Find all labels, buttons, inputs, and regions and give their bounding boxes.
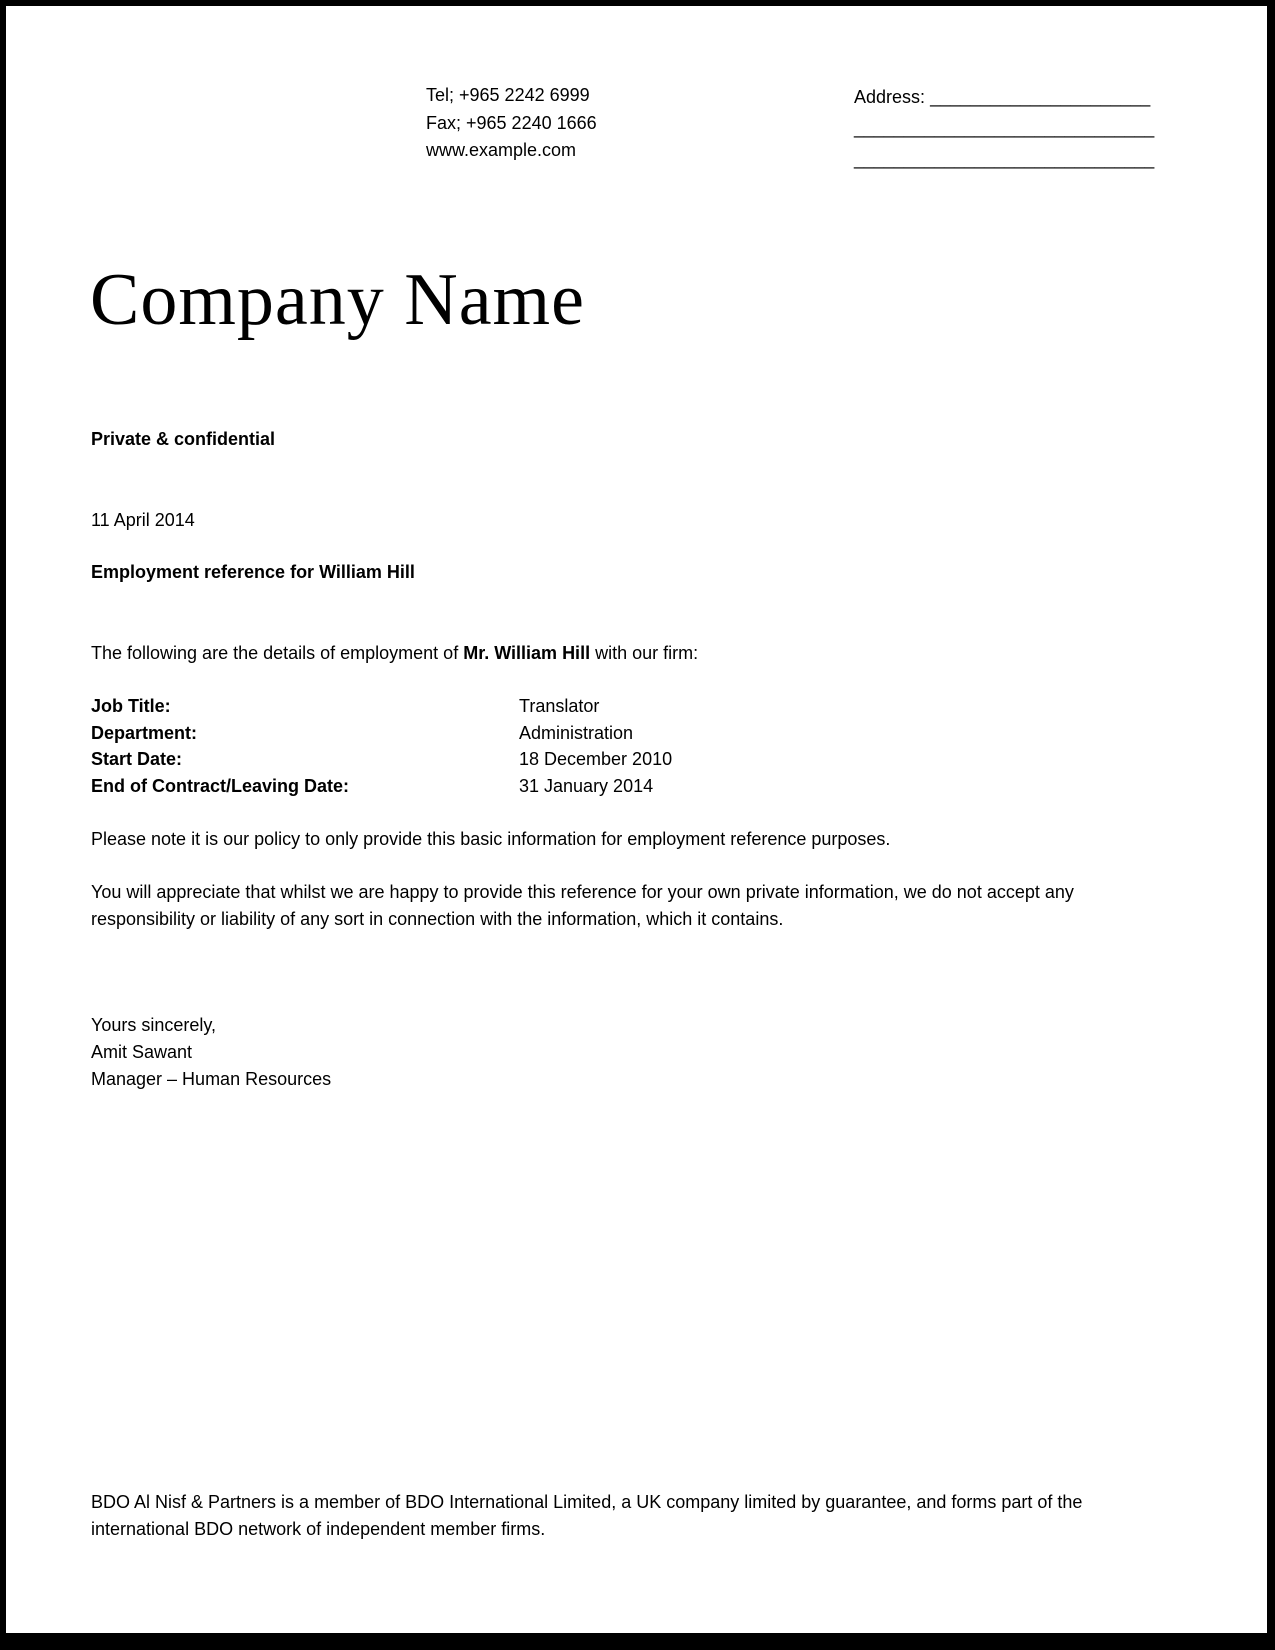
detail-label: Department: bbox=[91, 722, 198, 743]
address-label-line bbox=[854, 82, 1154, 113]
disclaimer-paragraph: You will appreciate that whilst we are happy to provide this reference for your own private information, we do not accept any responsibility or liability of any sort in connection with the information, which it contains. bbox=[91, 882, 1074, 929]
website-line: www.example.com bbox=[426, 140, 577, 160]
detail-label: End of Contract/Leaving Date: bbox=[91, 776, 350, 797]
policy-note: Please note it is our policy to only provide this basic information for employment reference purposes. bbox=[91, 829, 891, 849]
detail-row-start-date bbox=[91, 746, 672, 773]
confidentiality-notice: Private & confidential bbox=[91, 429, 276, 449]
address-block bbox=[854, 82, 1154, 175]
address-blank-line-2: ______________________________ bbox=[854, 118, 1155, 138]
signatory-title: Manager – Human Resources bbox=[91, 1069, 332, 1089]
letter-date: 11 April 2014 bbox=[91, 510, 195, 530]
intro-before-name: The following are the details of employment of bbox=[91, 643, 464, 663]
detail-row-job-title bbox=[91, 693, 672, 720]
tel-line: Tel; +965 2242 6999 bbox=[426, 85, 590, 105]
address-blank-line-3: ______________________________ bbox=[854, 149, 1155, 169]
detail-value: 18 December 2010 bbox=[519, 749, 673, 770]
company-name-title: Company Name bbox=[90, 259, 585, 341]
valediction: Yours sincerely, bbox=[91, 1015, 217, 1035]
detail-row-department bbox=[91, 720, 672, 747]
address-blank-line-1: ______________________ bbox=[930, 87, 1151, 107]
detail-value: Administration bbox=[519, 722, 634, 743]
signatory-name: Amit Sawant bbox=[91, 1042, 193, 1062]
detail-value: Translator bbox=[519, 696, 600, 716]
employment-details bbox=[91, 693, 672, 800]
employee-name: Mr. William Hill bbox=[463, 643, 591, 663]
subject-line: Employment reference for William Hill bbox=[91, 562, 415, 582]
intro-line bbox=[91, 640, 698, 667]
fax-line: Fax; +965 2240 1666 bbox=[426, 112, 597, 133]
closing-block bbox=[91, 1012, 331, 1093]
address-label: Address: bbox=[854, 87, 926, 107]
detail-label: Job Title: bbox=[91, 696, 171, 716]
detail-label: Start Date: bbox=[91, 749, 183, 770]
intro-after-name: with our firm: bbox=[590, 643, 699, 663]
contact-block bbox=[426, 82, 597, 165]
detail-row-end-date bbox=[91, 773, 672, 800]
footer-membership-note: BDO Al Nisf & Partners is a member of BDO International Limited, a UK company limited by guarantee, and forms part of the international BDO network of independent member firms. bbox=[91, 1492, 1083, 1539]
detail-value: 31 January 2014 bbox=[519, 776, 654, 797]
